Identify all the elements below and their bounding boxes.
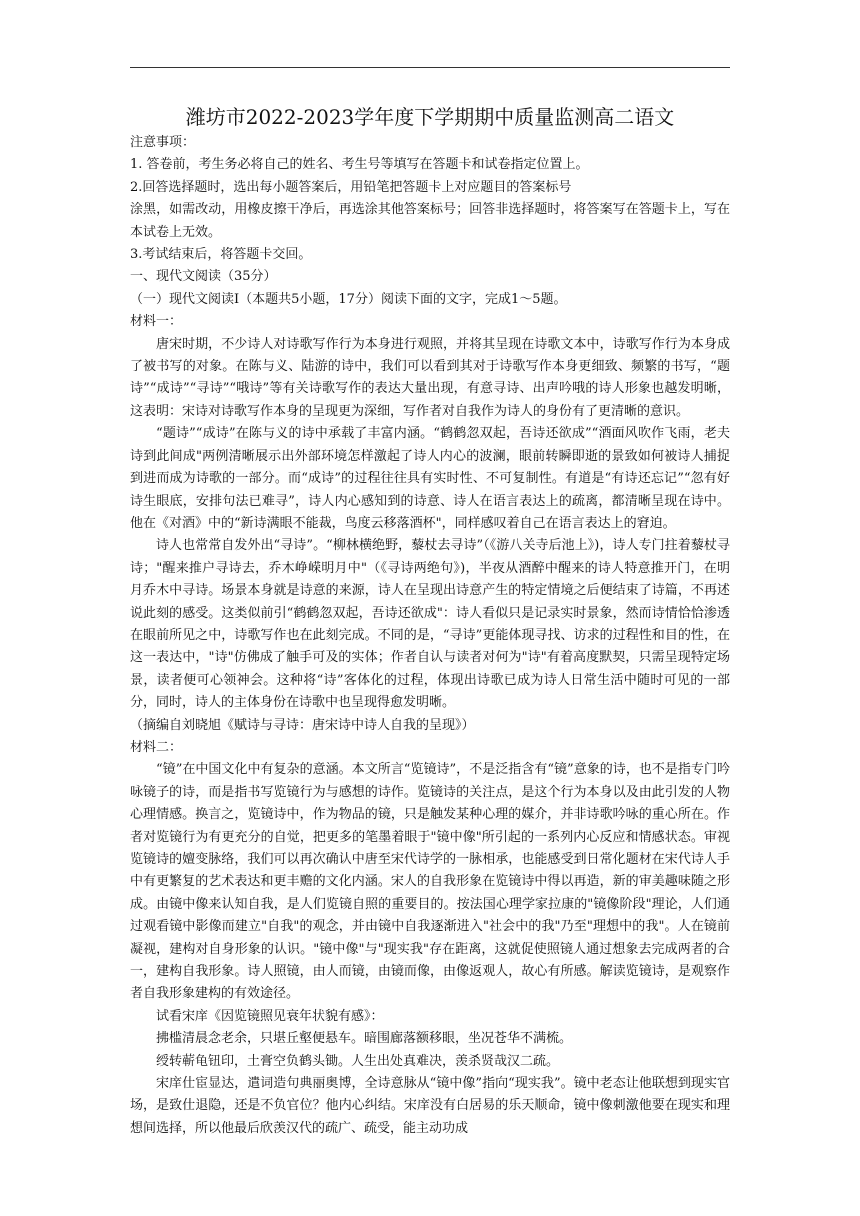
poem-intro: 试看宋庠《因览镜照见衰年状貌有感》： bbox=[156, 1008, 384, 1024]
poem-line-1: 拂槛清晨念老余，只堪丘壑便悬车。暗围廊落额移眼，坐况苍华不满梳。 bbox=[156, 1031, 573, 1047]
header-rule bbox=[130, 67, 730, 68]
material-2-paragraph-1: “镜”在中国文化中有复杂的意涵。本文所言“览镜诗”，不是泛指含有“镜”意象的诗，也不是指专门吟咏镜子的诗，而是指书写览镜行为与感想的诗作。览镜诗的关注点，是这个行为本身以及由此引发的人物心理情感。换言之，览镜诗中，作为物品的镜，只是触发某种心理的媒介，并非诗歌吟咏的重心所在。作者对览镜行为有更充分的自觉，把更多的笔墨着眼于"镜中像"所引起的一系列内心反应和情感状态。审视览镜诗的嬗变脉络，我们可以再次确认中唐至宋代诗学的一脉相承，也能感受到日常化题材在宋代诗人手中有更繁复的艺术表达和更丰赡的文化内涵。宋人的自我形象在览镜诗中得以再造，新的审美趣味随之形成。由镜中像来认知自我，是人们览镜自照的重要目的。按法国心理学家拉康的"镜像阶段"理论，人们通过观看镜中影像而建立"自我"的观念，并由镜中自我逐渐进入"社会中的我"乃至"理想中的我"。人在镜前凝视，建构对自身形象的认识。"镜中像"与"现实我"存在距离，这就促使照镜人通过想象去完成两者的合一，建构自我形象。诗人照镜，由人而镜，由镜而像，由像返观人，故心有所感。解读览镜诗，是观察作者自我形象建构的有效途径。 bbox=[130, 762, 730, 1002]
notice-heading: 注意事项： bbox=[130, 135, 196, 150]
material-1-paragraph-2: “题诗”“成诗”在陈与义的诗中承载了丰富内涵。“鹤鹤忽双起，吾诗还欲成”“酒面风吹作飞雨，老夫诗到此间成"两例清晰展示出外部环境怎样激起了诗人内心的波澜，眼前转瞬即逝的景致如何被诗人捕捉到进而成为诗歌的一部分。而“成诗”的过程往往具有实时性、不可复制性。有道是“有诗还忘记”“忽有好诗生眼底，安排句法已难寻”，诗人内心感知到的诗意、诗人在语言表达上的疏离，都清晰呈现在诗中。他在《对酒》中的“新诗满眼不能裁，鸟度云移落酒杯"，同样感叹着自己在语言表达上的窘迫。 bbox=[130, 426, 730, 531]
material-1-label: 材料一： bbox=[130, 314, 183, 330]
document-page bbox=[130, 100, 730, 1140]
material-2-paragraph-2: 宋庠仕宦显达，遣词造句典丽奥博，全诗意脉从“镜中像”指向“现实我”。镜中老态让他联想到现实官场，是致仕退隐，还是不负官位？他内心纠结。宋庠没有白居易的乐天顺命，镜中像刺激他要在现实和理想间选择，所以他最后欣羡汉代的疏广、疏受，能主动功成 bbox=[130, 1076, 730, 1136]
notice-item-2-cont: 涂黑，如需改动，用橡皮擦干净后，再选涂其他答案标号；回答非选择题时，将答案写在答题卡上，写在本试卷上无效。 bbox=[130, 202, 730, 240]
material-1-paragraph-1: 唐宋时期，不少诗人对诗歌写作行为本身进行观照，并将其呈现在诗歌文本中，诗歌写作行为本身成了被书写的对象。在陈与义、陆游的诗中，我们可以看到其对于诗歌写作本身更细致、频繁的书写，“题诗”“成诗”“寻诗”“哦诗”等有关诗歌写作的表达大量出现，有意寻诗、出声吟哦的诗人形象也越发明晰，这表明：宋诗对诗歌写作本身的呈现更为深细，写作者对自我作为诗人的身份有了更清晰的意识。 bbox=[130, 336, 730, 419]
poem-line-2: 绶转蕲龟钮印，土膏空负鹤头锄。人生出处真难决，羡杀贤哉汉二疏。 bbox=[156, 1053, 560, 1069]
notice-item-1: 1. 答卷前，考生务必将自己的姓名、考生号等填写在答题卡和试卷指定位置上。 bbox=[130, 157, 589, 173]
document-title: 潍坊市2022-2023学年度下学期期中质量监测高二语文 bbox=[185, 105, 675, 129]
material-2-label: 材料二： bbox=[130, 739, 183, 755]
material-1-paragraph-3: 诗人也常常自发外出“寻诗”。“柳林横绝野，藜杖去寻诗”（《游八关寺后池上》)，诗人专门拄着藜杖寻诗；"醒来推户寻诗去，乔木峥嵘明月中"（《寻诗两绝句》)，半夜从酒醉中醒来的诗人特意推开门，在明月乔木中寻诗。场景本身就是诗意的来源，诗人在呈现出诗意产生的特定情境之后便结束了诗篇，不再述说此刻的感受。这类似前引“鹤鹤忽双起，吾诗还欲成"：诗人看似只是记录实时景象，然而诗情恰恰渗透在眼前所见之中，诗歌写作也在此刻完成。不同的是，“寻诗”更能体现寻找、访求的过程性和目的性，在这一表达中，"诗"仿佛成了触手可及的实体；作者自认与读者对何为"诗"有着高度默契，只需呈现特定场景，读者便可心领神会。这种将“诗”客体化的过程，体现出诗歌已成为诗人日常生活中随时可见的一部分，同时，诗人的主体身份在诗歌中也呈现得愈发明晰。 bbox=[130, 538, 730, 711]
material-1-source: （摘编自刘晓旭《赋诗与寻诗：唐宋诗中诗人自我的呈现》） bbox=[130, 717, 475, 733]
notice-item-3: 3.考试结束后，将答题卡交回。 bbox=[130, 247, 312, 263]
subsection-heading: （一）现代文阅读I（本题共5小题，17分）阅读下面的文字，完成1～5题。 bbox=[130, 291, 567, 307]
section-heading: 一、现代文阅读（35分） bbox=[130, 269, 277, 285]
notice-item-2: 2.回答选择题时，选出每小题答案后，用铅笔把答题卡上对应题目的答案标号 bbox=[130, 179, 572, 195]
